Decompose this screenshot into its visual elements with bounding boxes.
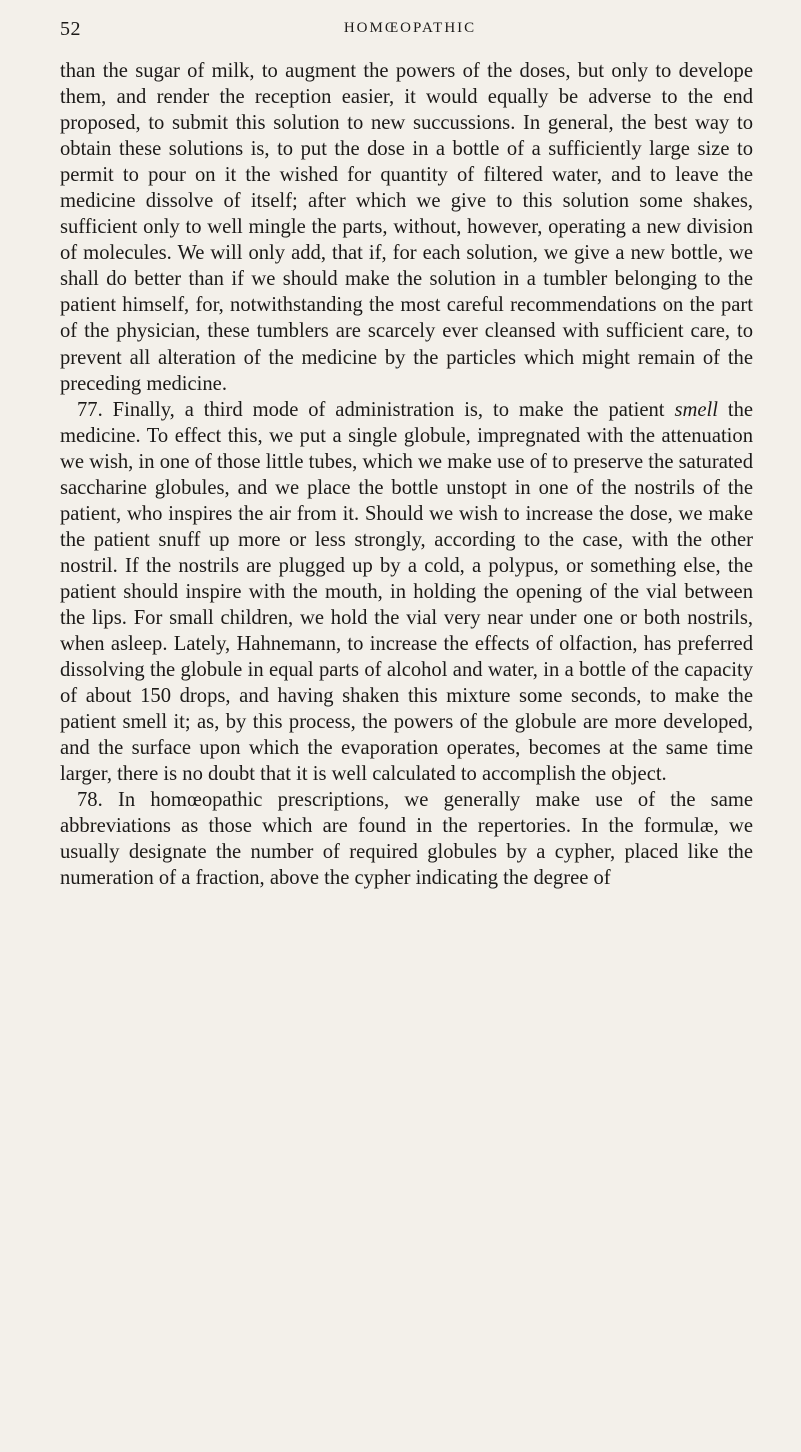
page-number: 52	[60, 18, 81, 40]
paragraph-77-start: 77. Finally, a third mode of administration is, to make the patient	[77, 398, 675, 421]
paragraph-77-rest: the medicine. To effect this, we put a single globule, impregnated with the attenuation we wish, in one of those little tubes, which we make use of to preserve the saturated saccharine globules, and we place the bottle unstopt in one of the nostrils of the patient, who inspires the air from it. Should we wish to increase the dose, we make the patient snuff up more or less strongly, according to the case, with the other nostril. If the nostrils are plugged up by a cold, a polypus, or something else, the patient should inspire with the mouth, in holding the opening of the vial between the lips. For small children, we hold the vial very near under one or both nostrils, when asleep. Lately, Hahnemann, to increase the effects of olfaction, has preferred dissolving the globule in equal parts of alcohol and water, in a bottle of the capacity of about 150 drops, and having shaken this mixture some seconds, to make the patient smell it; as, by this process, the powers of the globule are more developed, and the surface upon which the evaporation operates, becomes at the same time larger, there is no doubt that it is well calculated to accomplish the object.	[60, 398, 754, 786]
paragraph-continued: than the sugar of milk, to augment the powers of the doses, but only to develope them, and render the reception easier, it would equally be adverse to the end proposed, to submit this solution to new succussions. In general, the best way to obtain these solutions is, to put the dose in a bottle of a sufficiently large size to permit to pour on it the wished for quantity of filtered water, and to leave the medicine dissolve of itself; after which we give to this solution some shakes, sufficient only to well mingle the parts, without, however, operating a new division of molecules. We will only add, that if, for each solution, we give a new bottle, we shall do better than if we should make the solution in a tumbler belonging to the patient himself, for, notwithstanding the most careful recommendations on the part of the physician, these tumblers are scarcely ever cleansed with sufficient care, to prevent all alteration of the medicine by the particles which might remain of the preceding medicine.	[60, 60, 753, 395]
body-text	[60, 58, 753, 892]
running-head: HOMŒOPATHIC	[343, 20, 477, 36]
paragraph-78: 78. In homœopathic prescriptions, we generally make use of the same abbreviations as those which are found in the repertories. In the formulæ, we usually designate the number of required globules by a cypher, placed like the numeration of a fraction, above the cypher indicating the degree of	[60, 789, 753, 890]
paragraph-77	[60, 397, 753, 788]
page-header	[60, 18, 760, 44]
emphasis-smell: smell	[674, 398, 718, 421]
